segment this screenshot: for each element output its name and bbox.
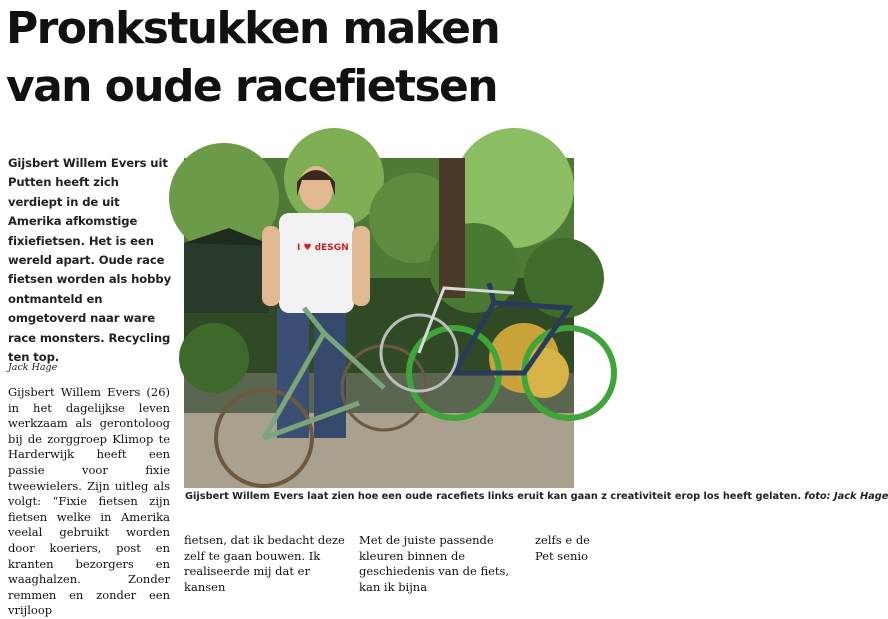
photo-illustration [184,158,574,488]
photo-caption [185,490,888,505]
byline: Jack Hage [8,362,58,373]
intro-paragraph: Gijsbert Willem Evers uit Putten heeft zich verdiept in de uit Amerika afkomstige fixiefietsen. Het is een wereld apart. Oude race fietsen worden als hobby ontmanteld en omgetoverd naar ware race monsters. Recycling ten top. [8,156,172,365]
photo-credit: foto: Jack Hage [804,491,888,502]
caption-text: Gijsbert Willem Evers laat zien hoe een oude racefiets links eruit kan gaan z creativiteit erop los heeft gelaten. [185,491,802,502]
body-column-1: Gijsbert Willem Evers (26) in het dagelijkse leven werkzaam als gerontoloog bij de zorggroep Klimop te Harderwijk heeft een passie voor fixie tweewielers. Zijn uitleg als volgt: “Fixie fietsen zijn fietsen welke in Amerika veelal gebruikt worden door koeriers, post en kranten bezorgers en waaghalzen. Zonder remmen en zonder een vrijloop [8,385,170,618]
headline [6,0,566,116]
body-column-4: zelfs e de Pet senio [535,533,590,563]
article-photo [184,158,574,488]
shirt-print: I ♥ dESGN [297,243,349,253]
body-column-2: fietsen, dat ik bedacht deze zelf te gaan bouwen. Ik realiseerde mij dat er kansen [184,533,345,594]
headline-line-1: Pronkstukken maken [6,3,500,54]
headline-line-2: van oude racefietsen [6,61,497,112]
body-column-3: Met de juiste passende kleuren binnen de geschiedenis van de fiets, kan ik bijna [359,533,510,594]
